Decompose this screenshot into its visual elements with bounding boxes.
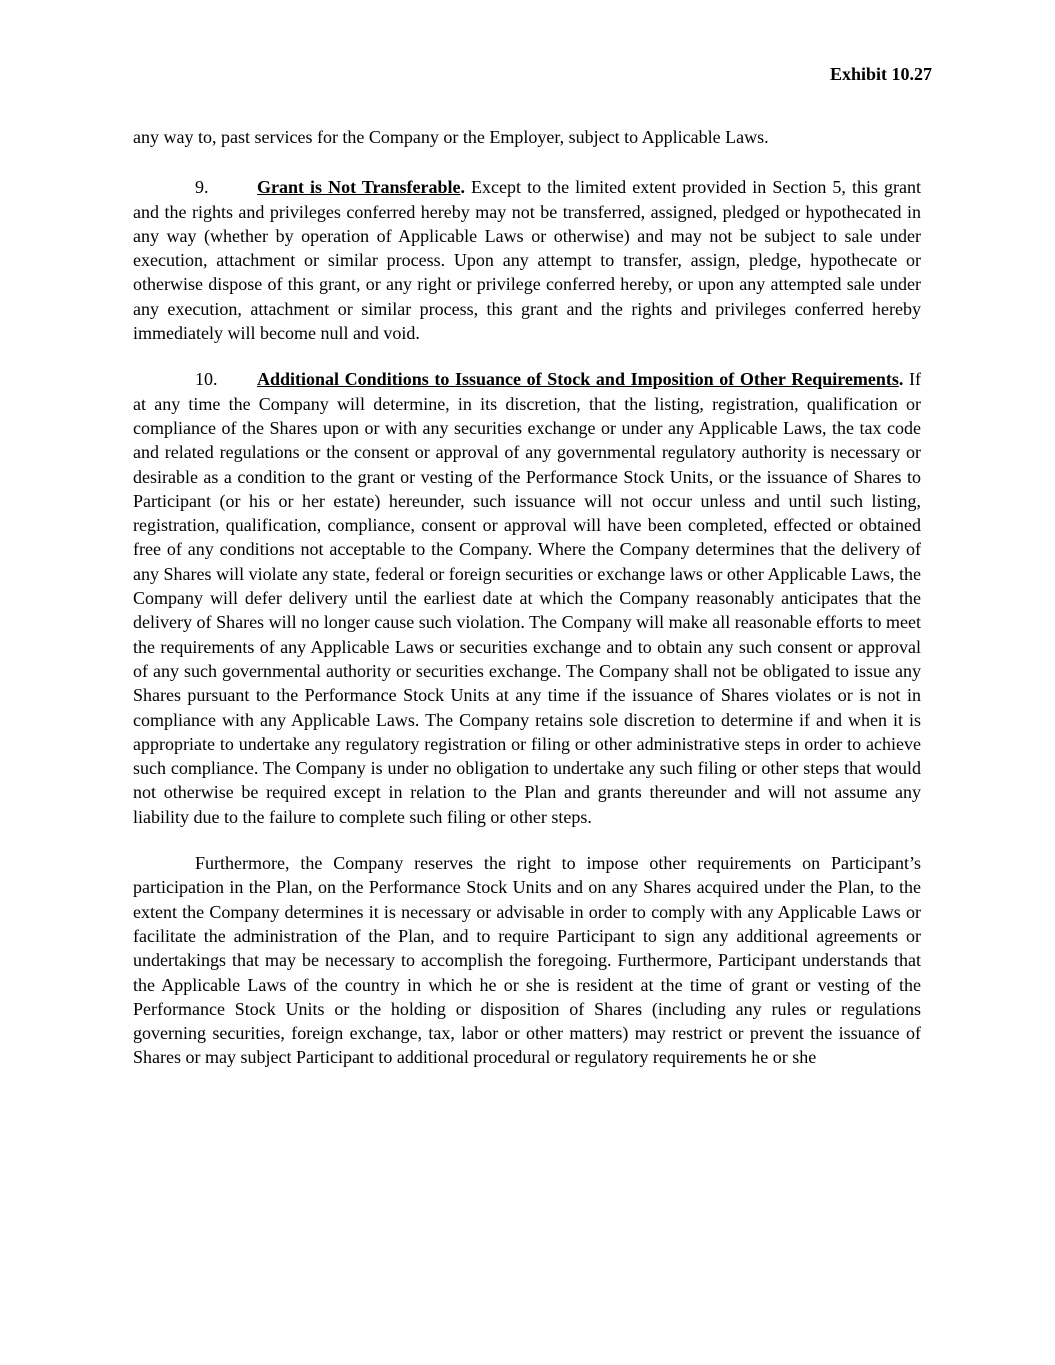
section-9-number: 9.	[195, 177, 209, 198]
section-9-heading: Grant is Not Transferable	[257, 177, 461, 198]
section-9-paragraph	[133, 175, 921, 345]
exhibit-label: Exhibit 10.27	[829, 64, 932, 84]
section-9-text: Except to the limited extent provided in Section 5, this grant and the rights and privileges conferred hereby may not be transferred, assigned, pledged or hypothecated in any way (whether by operation of Applicable Laws or otherwise) and may not be subject to sale under execution, attachment or similar process. Upon any attempt to transfer, assign, pledge, hypothecate or otherwise dispose of this grant, or any right or privilege conferred hereby, or upon any attempted sale under any execution, attachment or similar process, this grant and the rights and privileges conferred hereby immediately will become null and void.	[133, 177, 921, 344]
section-10-number: 10.	[195, 369, 218, 390]
section-10-text: If at any time the Company will determine, in its discretion, that the listing, registration, qualification or compliance of the Shares upon or with any securities exchange or under any Applicable Laws, the tax code and related regulations or the consent or approval of any governmental regulatory authority is necessary or desirable as a condition to the grant or vesting of the Performance Stock Units, or the issuance of Shares to Participant (or his or her estate) hereunder, such issuance will not occur unless and until such listing, registration, qualification, compliance, consent or approval will have been completed, effected or obtained free of any conditions not acceptable to the Company. Where the Company determines that the delivery of any Shares will violate any state, federal or foreign securities or exchange laws or other Applicable Laws, the Company will defer delivery until the earliest date at which the Company reasonably anticipates that the delivery of Shares will no longer cause such violation. The Company will make all reasonable efforts to meet the requirements of any Applicable Laws or securities exchange and to obtain any such consent or approval of any such governmental authority or securities exchange. The Company shall not be obligated to issue any Shares pursuant to the Performance Stock Units at any time if the issuance of Shares violates or is not in compliance with any Applicable Laws. The Company retains sole discretion to determine if and when it is appropriate to undertake any regulatory registration or filing or other administrative steps in order to achieve such compliance. The Company is under no obligation to undertake any such filing or other steps that would not otherwise be required except in relation to the Plan and grants thereunder and will not assume any liability due to the failure to complete such filing or other steps.	[133, 369, 922, 827]
section-10-heading: Additional Conditions to Issuance of Stock and Imposition of Other Requirements	[257, 369, 899, 390]
section-9-heading-punct: .	[460, 177, 465, 198]
document-body	[133, 125, 921, 1070]
furthermore-paragraph: Furthermore, the Company reserves the right to impose other requirements on Participant’s participation in the Plan, on the Performance Stock Units and on any Shares acquired under the Plan, to the extent the Company determines it is necessary or advisable in order to comply with any Applicable Laws or facilitate the administration of the Plan, and to require Participant to sign any additional agreements or undertakings that may be necessary to accomplish the foregoing. Furthermore, Participant understands that the Applicable Laws of the country in which he or she is resident at the time of grant or vesting of the Performance Stock Units or the holding or disposition of Shares (including any rules or regulations governing securities, foreign exchange, tax, labor or other matters) may restrict or prevent the issuance of Shares or may subject Participant to additional procedural or regulatory requirements he or she	[133, 853, 921, 1068]
continuation-paragraph: any way to, past services for the Company or the Employer, subject to Applicable Laws.	[133, 127, 769, 147]
section-10-paragraph	[133, 367, 921, 829]
section-10-heading-punct: .	[898, 369, 904, 390]
